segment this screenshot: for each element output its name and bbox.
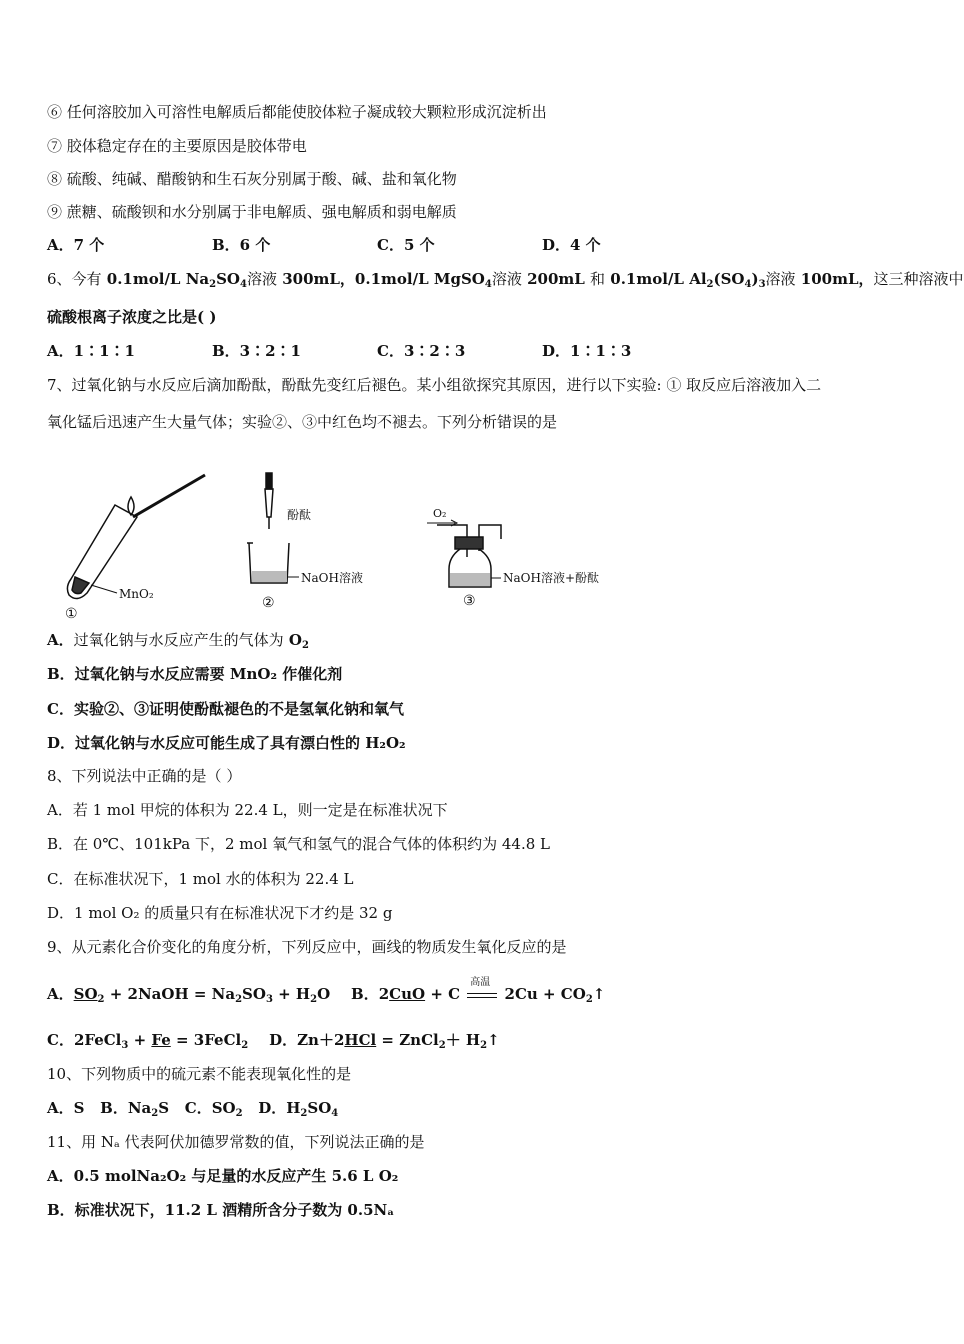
statement-9: ⑨ 蔗糖、硫酸钡和水分别属于非电解质、强电解质和弱电解质 — [47, 203, 457, 221]
experiment-figure — [55, 465, 625, 625]
naoh-solution-label: NaOH溶液 — [301, 571, 363, 585]
q7-option-c[interactable]: C．实验②、③证明使酚酞褪色的不是氢氧化钠和氧气 — [47, 700, 404, 718]
q6-option-a[interactable]: A．1∶1∶1 — [47, 342, 135, 360]
apparatus-2 — [247, 473, 299, 583]
reaction-condition: 高温 — [467, 993, 497, 998]
q7-stem-line2: 氧化锰后迅速产生大量气体；实验②、③中红色均不褪去。下列分析错误的是 — [47, 413, 558, 431]
phenolphthalein-label: 酚酞 — [287, 508, 312, 522]
q7-stem-line1: 7、过氧化钠与水反应后滴加酚酞，酚酞先变红后褪色。某小组欲探究其原因，进行以下实验: ① 取反应后溶液加入二 — [47, 376, 822, 394]
q5-option-a[interactable]: A．7 个 — [47, 236, 105, 254]
q9-option-c[interactable]: C．2FeCl$_3$ + Fe = 3FeCl$_2$ — [47, 1031, 249, 1051]
q6-options — [47, 341, 631, 361]
figure-num-1: ① — [65, 606, 78, 622]
q10-option-a[interactable]: A．S — [47, 1099, 85, 1117]
apparatus-3 — [427, 520, 501, 587]
q7-option-b[interactable]: B．过氧化钠与水反应需要 MnO₂ 作催化剂 — [47, 665, 343, 683]
q10-option-c[interactable]: C．$SO_2$ — [184, 1099, 243, 1119]
statement-8: ⑧ 硫酸、纯碱、醋酸钠和生石灰分别属于酸、碱、盐和氧化物 — [47, 170, 457, 188]
q11-option-b[interactable]: B．标准状况下，11.2 L 酒精所含分子数为 0.5Nₐ — [47, 1201, 395, 1219]
q7-option-a[interactable]: A．过氧化钠与水反应产生的气体为 $O_2$ — [47, 631, 309, 651]
q9-option-a[interactable]: A．$SO_2$ + 2NaOH = $Na_2SO_3 + H_2O$ — [47, 985, 331, 1005]
q10-options — [47, 1098, 338, 1118]
figure-num-3: ③ — [463, 593, 476, 609]
q5-option-c[interactable]: C．5 个 — [377, 236, 435, 254]
q9-option-b[interactable]: B．2CuO + C 高温 $2Cu + CO_2↑$ — [351, 976, 606, 1005]
naoh-phenolphthalein-label: NaOH溶液+酚酞 — [503, 571, 600, 585]
q5-options — [47, 235, 601, 255]
q11-stem: 11、用 Nₐ 代表阿伏加德罗常数的值，下列说法正确的是 — [47, 1133, 425, 1151]
mno2-label: MnO₂ — [119, 587, 154, 601]
q9-options-ab — [47, 976, 606, 1005]
q10-option-b[interactable]: B．$Na_2S$ — [100, 1099, 170, 1119]
q10-stem: 10、下列物质中的硫元素不能表现氧化性的是 — [47, 1065, 352, 1083]
q8-option-b[interactable]: B．在 0℃、101kPa 下，2 mol 氧气和氢气的混合气体的体积约为 44.8 L — [47, 835, 550, 853]
q5-option-b[interactable]: B．6 个 — [212, 236, 271, 254]
q6-option-d[interactable]: D．1∶1∶3 — [542, 342, 632, 360]
q8-option-c[interactable]: C．在标准状况下，1 mol 水的体积为 22.4 L — [47, 870, 354, 888]
q6-option-b[interactable]: B．3∶2∶1 — [212, 342, 301, 360]
statement-6: ⑥ 任何溶胶加入可溶性电解质后都能使胶体粒子凝成较大颗粒形成沉淀析出 — [47, 103, 547, 121]
apparatus-1 — [67, 475, 205, 599]
q9-stem: 9、从元素化合价变化的角度分析，下列反应中，画线的物质发生氧化反应的是 — [47, 938, 567, 956]
q10-option-d[interactable]: D．$H_2SO_4$ — [258, 1099, 339, 1119]
q6-stem-line1: 6、今有 0.1mol/L $Na_2SO_4$溶液 300mL，0.1mol/L MgSO$_4$溶液 200mL 和 0.1mol/L $Al_2(SO_4)_3$溶液 100mL，这三种溶液中 — [47, 270, 964, 290]
q7-option-d[interactable]: D．过氧化钠与水反应可能生成了具有漂白性的 H₂O₂ — [47, 734, 406, 752]
oxygen-label: O₂ — [433, 507, 447, 520]
statement-7: ⑦ 胶体稳定存在的主要原因是胶体带电 — [47, 137, 307, 155]
q8-option-d[interactable]: D．1 mol O₂ 的质量只有在标准状况下才约是 32 g — [47, 904, 393, 922]
q9-options-cd — [47, 1030, 500, 1050]
q8-option-a[interactable]: A．若 1 mol 甲烷的体积为 22.4 L，则一定是在标准状况下 — [47, 801, 448, 819]
q6-stem-line2: 硫酸根离子浓度之比是( ) — [47, 308, 217, 326]
q5-option-d[interactable]: D．4 个 — [542, 236, 601, 254]
q8-stem: 8、下列说法中正确的是（ ） — [47, 767, 242, 785]
q9-option-d[interactable]: D．Zn＋2HCl = ZnCl$_2$＋ $H_2↑$ — [269, 1031, 500, 1051]
q11-option-a[interactable]: A．0.5 molNa₂O₂ 与足量的水反应产生 5.6 L O₂ — [47, 1167, 399, 1185]
figure-num-2: ② — [262, 595, 275, 611]
q6-option-c[interactable]: C．3∶2∶3 — [377, 342, 466, 360]
